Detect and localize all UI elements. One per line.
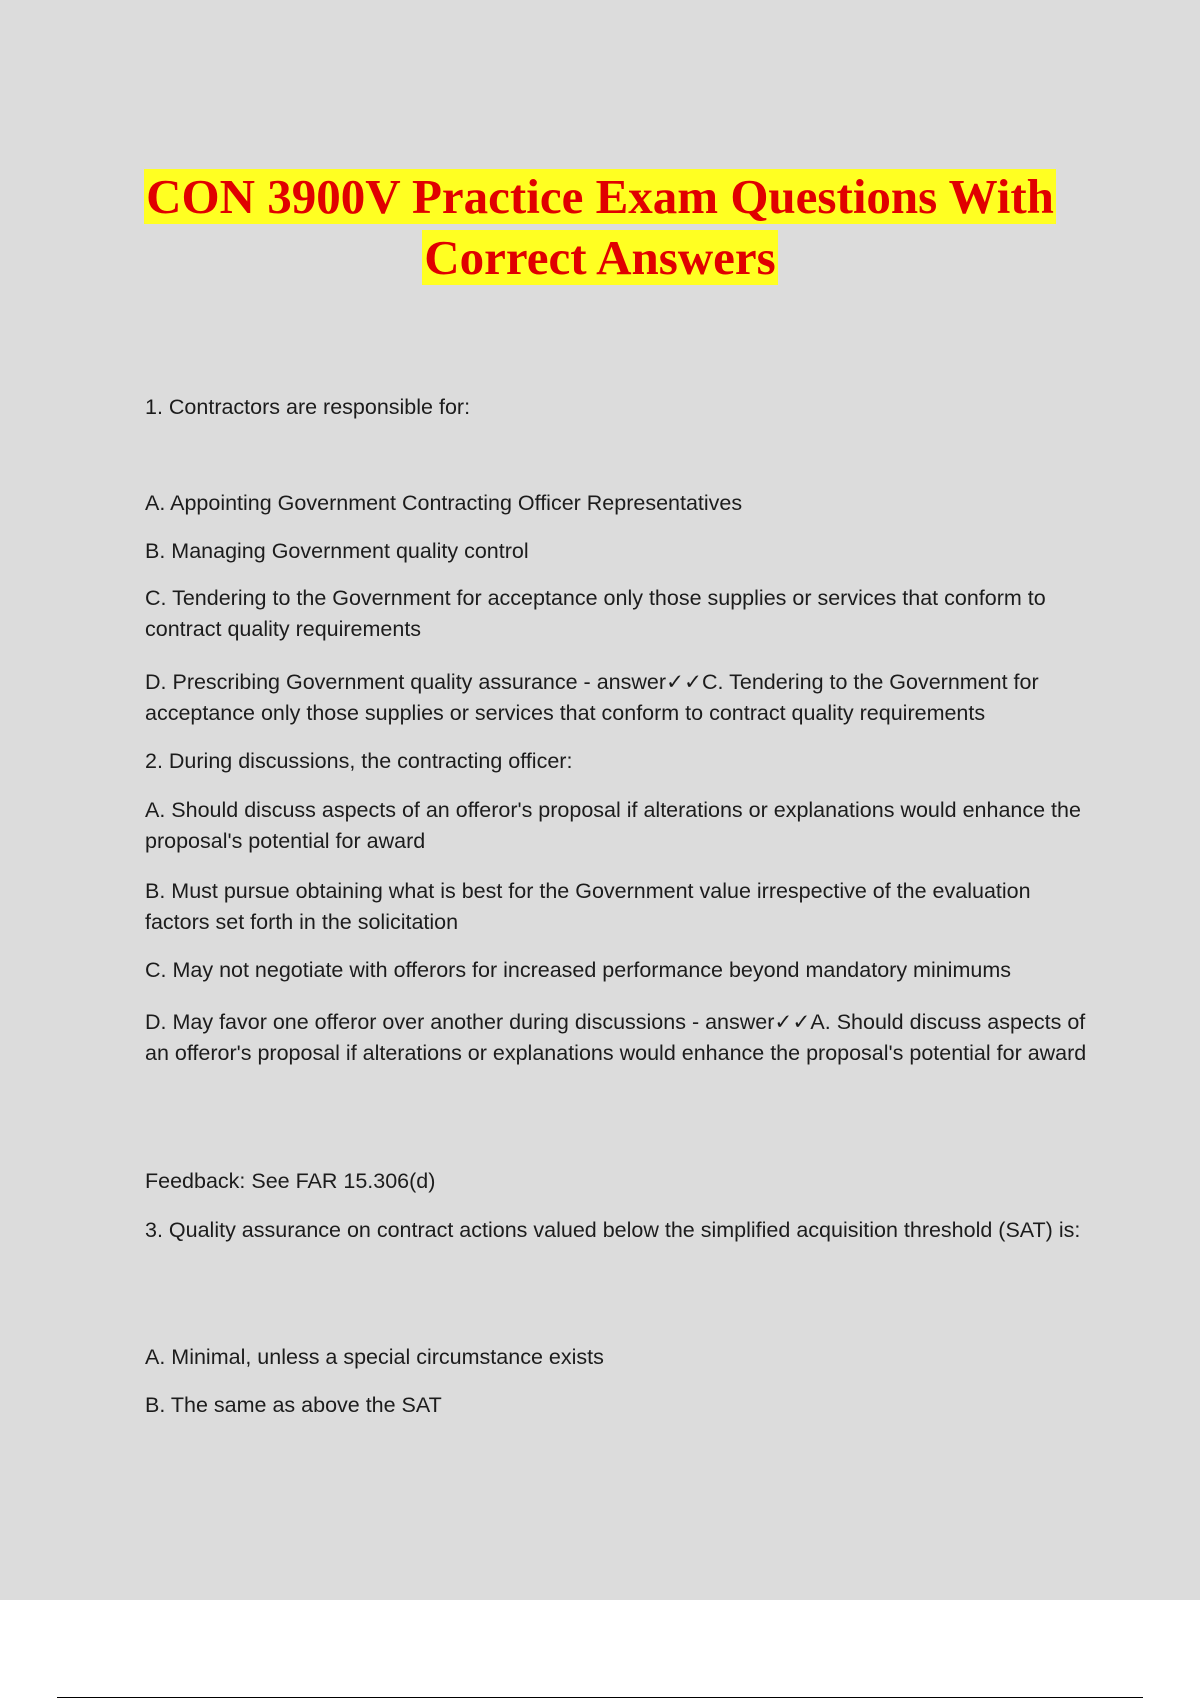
question-3-option-b: B. The same as above the SAT	[145, 1393, 442, 1417]
title-highlight: CON 3900V Practice Exam Questions With Correct Answers	[146, 169, 1054, 285]
question-1-option-a: A. Appointing Government Contracting Officer Representatives	[145, 491, 743, 515]
question-1: 1. Contractors are responsible for:	[145, 395, 471, 419]
question-1-option-c: C. Tendering to the Government for acceptance only those supplies or services that conform to contract quality requirements	[145, 586, 1046, 641]
feedback: Feedback: See FAR 15.306(d)	[145, 1169, 436, 1193]
question-3-option-a: A. Minimal, unless a special circumstance exists	[145, 1345, 604, 1369]
question-2-option-c: C. May not negotiate with offerors for increased performance beyond mandatory minimums	[145, 958, 1011, 982]
question-2-option-a: A. Should discuss aspects of an offeror's proposal if alterations or explanations would enhance the proposal's potential for award	[145, 798, 1081, 853]
question-1-option-d-answer: D. Prescribing Government quality assurance - answer✓✓C. Tendering to the Government for acceptance only those supplies or services that conform to contract quality requirements	[145, 670, 1039, 725]
document-title	[100, 166, 1100, 288]
bottom-rule	[57, 1697, 1143, 1698]
question-2-option-b: B. Must pursue obtaining what is best for the Government value irrespective of the evaluation factors set forth in the solicitation	[145, 879, 1031, 934]
question-2-option-d-answer: D. May favor one offeror over another during discussions - answer✓✓A. Should discuss aspects of an offeror's proposal if alterations or explanations would enhance the proposal's potential for award	[145, 1010, 1087, 1065]
question-1-option-b: B. Managing Government quality control	[145, 539, 529, 563]
question-2: 2. During discussions, the contracting officer:	[145, 749, 573, 773]
question-3: 3. Quality assurance on contract actions valued below the simplified acquisition threshold (SAT) is:	[145, 1218, 1081, 1242]
